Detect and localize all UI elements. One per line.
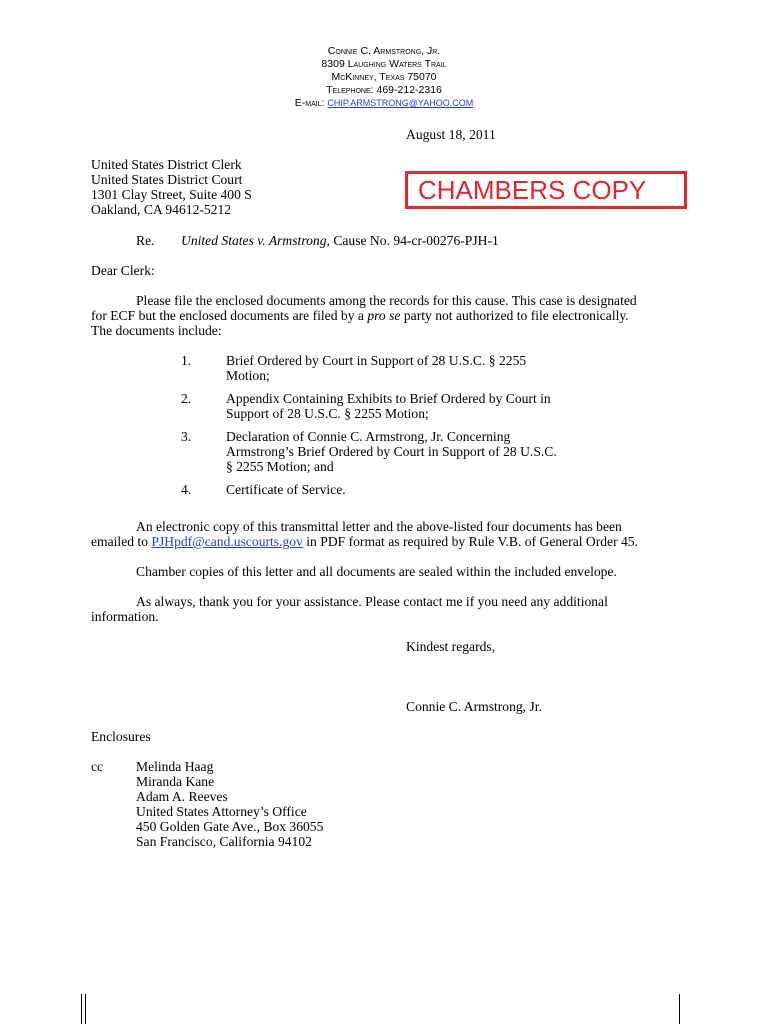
doc-4-line1: Certificate of Service.	[226, 482, 346, 497]
cause-number: Cause No. 94-cr-00276-PJH-1	[333, 233, 499, 248]
cc-line-3: Adam A. Reeves	[136, 789, 228, 804]
re-line	[181, 233, 499, 248]
email-link[interactable]: CHIP.ARMSTRONG@YAHOO.COM	[327, 98, 474, 108]
para1-line2-end: party not authorized to file electronically.	[403, 308, 629, 323]
chambers-copy-stamp: CHAMBERS COPY	[405, 171, 687, 209]
cc-line-2: Miranda Kane	[136, 774, 215, 789]
para4-line2: information.	[91, 609, 159, 624]
signature-name: Connie C. Armstrong, Jr.	[406, 699, 542, 714]
para2-line2-start: emailed to	[91, 534, 148, 549]
case-name: United States v. Armstrong,	[181, 233, 330, 248]
para2-line2	[91, 534, 638, 549]
doc-3-line3: § 2255 Motion; and	[226, 459, 334, 474]
re-label: Re.	[136, 233, 155, 248]
email-label: E-mail:	[294, 97, 325, 109]
telephone-label: Telephone:	[326, 84, 374, 96]
cc-label: cc	[91, 759, 104, 774]
closing: Kindest regards,	[406, 639, 496, 654]
page-edge-mark-left-1	[81, 994, 82, 1024]
para2-line2-end: in PDF format as required by Rule V.B. of General Order 45.	[306, 534, 639, 549]
doc-3-number: 3.	[181, 429, 192, 444]
para1-line2-start: for ECF but the enclosed documents are filed by a	[91, 308, 364, 323]
doc-2-line2: Support of 28 U.S.C. § 2255 Motion;	[226, 406, 429, 421]
letterhead-email	[0, 97, 768, 110]
doc-1-number: 1.	[181, 353, 192, 368]
telephone-number: 469-212-2316	[376, 84, 442, 96]
letterhead-street: 8309 Laughing Waters Trail	[321, 58, 447, 70]
recipient-line3: 1301 Clay Street, Suite 400 S	[91, 187, 252, 202]
salutation: Dear Clerk:	[91, 263, 155, 278]
doc-3-line2: Armstrong’s Brief Ordered by Court in Support of 28 U.S.C.	[226, 444, 557, 459]
cc-line-6: San Francisco, California 94102	[136, 834, 312, 849]
letterhead-city: McKinney, Texas 75070	[331, 71, 437, 83]
doc-2-number: 2.	[181, 391, 192, 406]
para3: Chamber copies of this letter and all documents are sealed within the included envelope.	[136, 564, 617, 579]
letter-date: August 18, 2011	[406, 127, 496, 142]
doc-2-line1: Appendix Containing Exhibits to Brief Ordered by Court in	[226, 391, 551, 406]
letterhead-name: Connie C. Armstrong, Jr.	[327, 45, 441, 57]
doc-4-number: 4.	[181, 482, 192, 497]
pro-se-italic: pro se	[367, 308, 401, 323]
page-edge-mark-left-2	[85, 994, 86, 1024]
court-email-link[interactable]: PJHpdf@cand.uscourts.gov	[151, 534, 303, 549]
recipient-line2: United States District Court	[91, 172, 243, 187]
letterhead-telephone	[0, 84, 768, 97]
doc-1-line1: Brief Ordered by Court in Support of 28 U.S.C. § 2255	[226, 353, 527, 368]
page-edge-mark-right	[679, 994, 680, 1024]
recipient-line1: United States District Clerk	[91, 157, 242, 172]
para2-line1: An electronic copy of this transmittal letter and the above-listed four documents has been	[136, 519, 622, 534]
cc-line-5: 450 Golden Gate Ave., Box 36055	[136, 819, 324, 834]
para1-line3: The documents include:	[91, 323, 222, 338]
enclosures: Enclosures	[91, 729, 151, 744]
para1-line1: Please file the enclosed documents among the records for this cause. This case is designated	[136, 293, 637, 308]
cc-line-1: Melinda Haag	[136, 759, 214, 774]
para4-line1: As always, thank you for your assistance. Please contact me if you need any additional	[136, 594, 608, 609]
para1-line2	[91, 308, 629, 323]
doc-1-line2: Motion;	[226, 368, 270, 383]
cc-line-4: United States Attorney’s Office	[136, 804, 307, 819]
recipient-line4: Oakland, CA 94612-5212	[91, 202, 232, 217]
doc-3-line1: Declaration of Connie C. Armstrong, Jr. Concerning	[226, 429, 511, 444]
